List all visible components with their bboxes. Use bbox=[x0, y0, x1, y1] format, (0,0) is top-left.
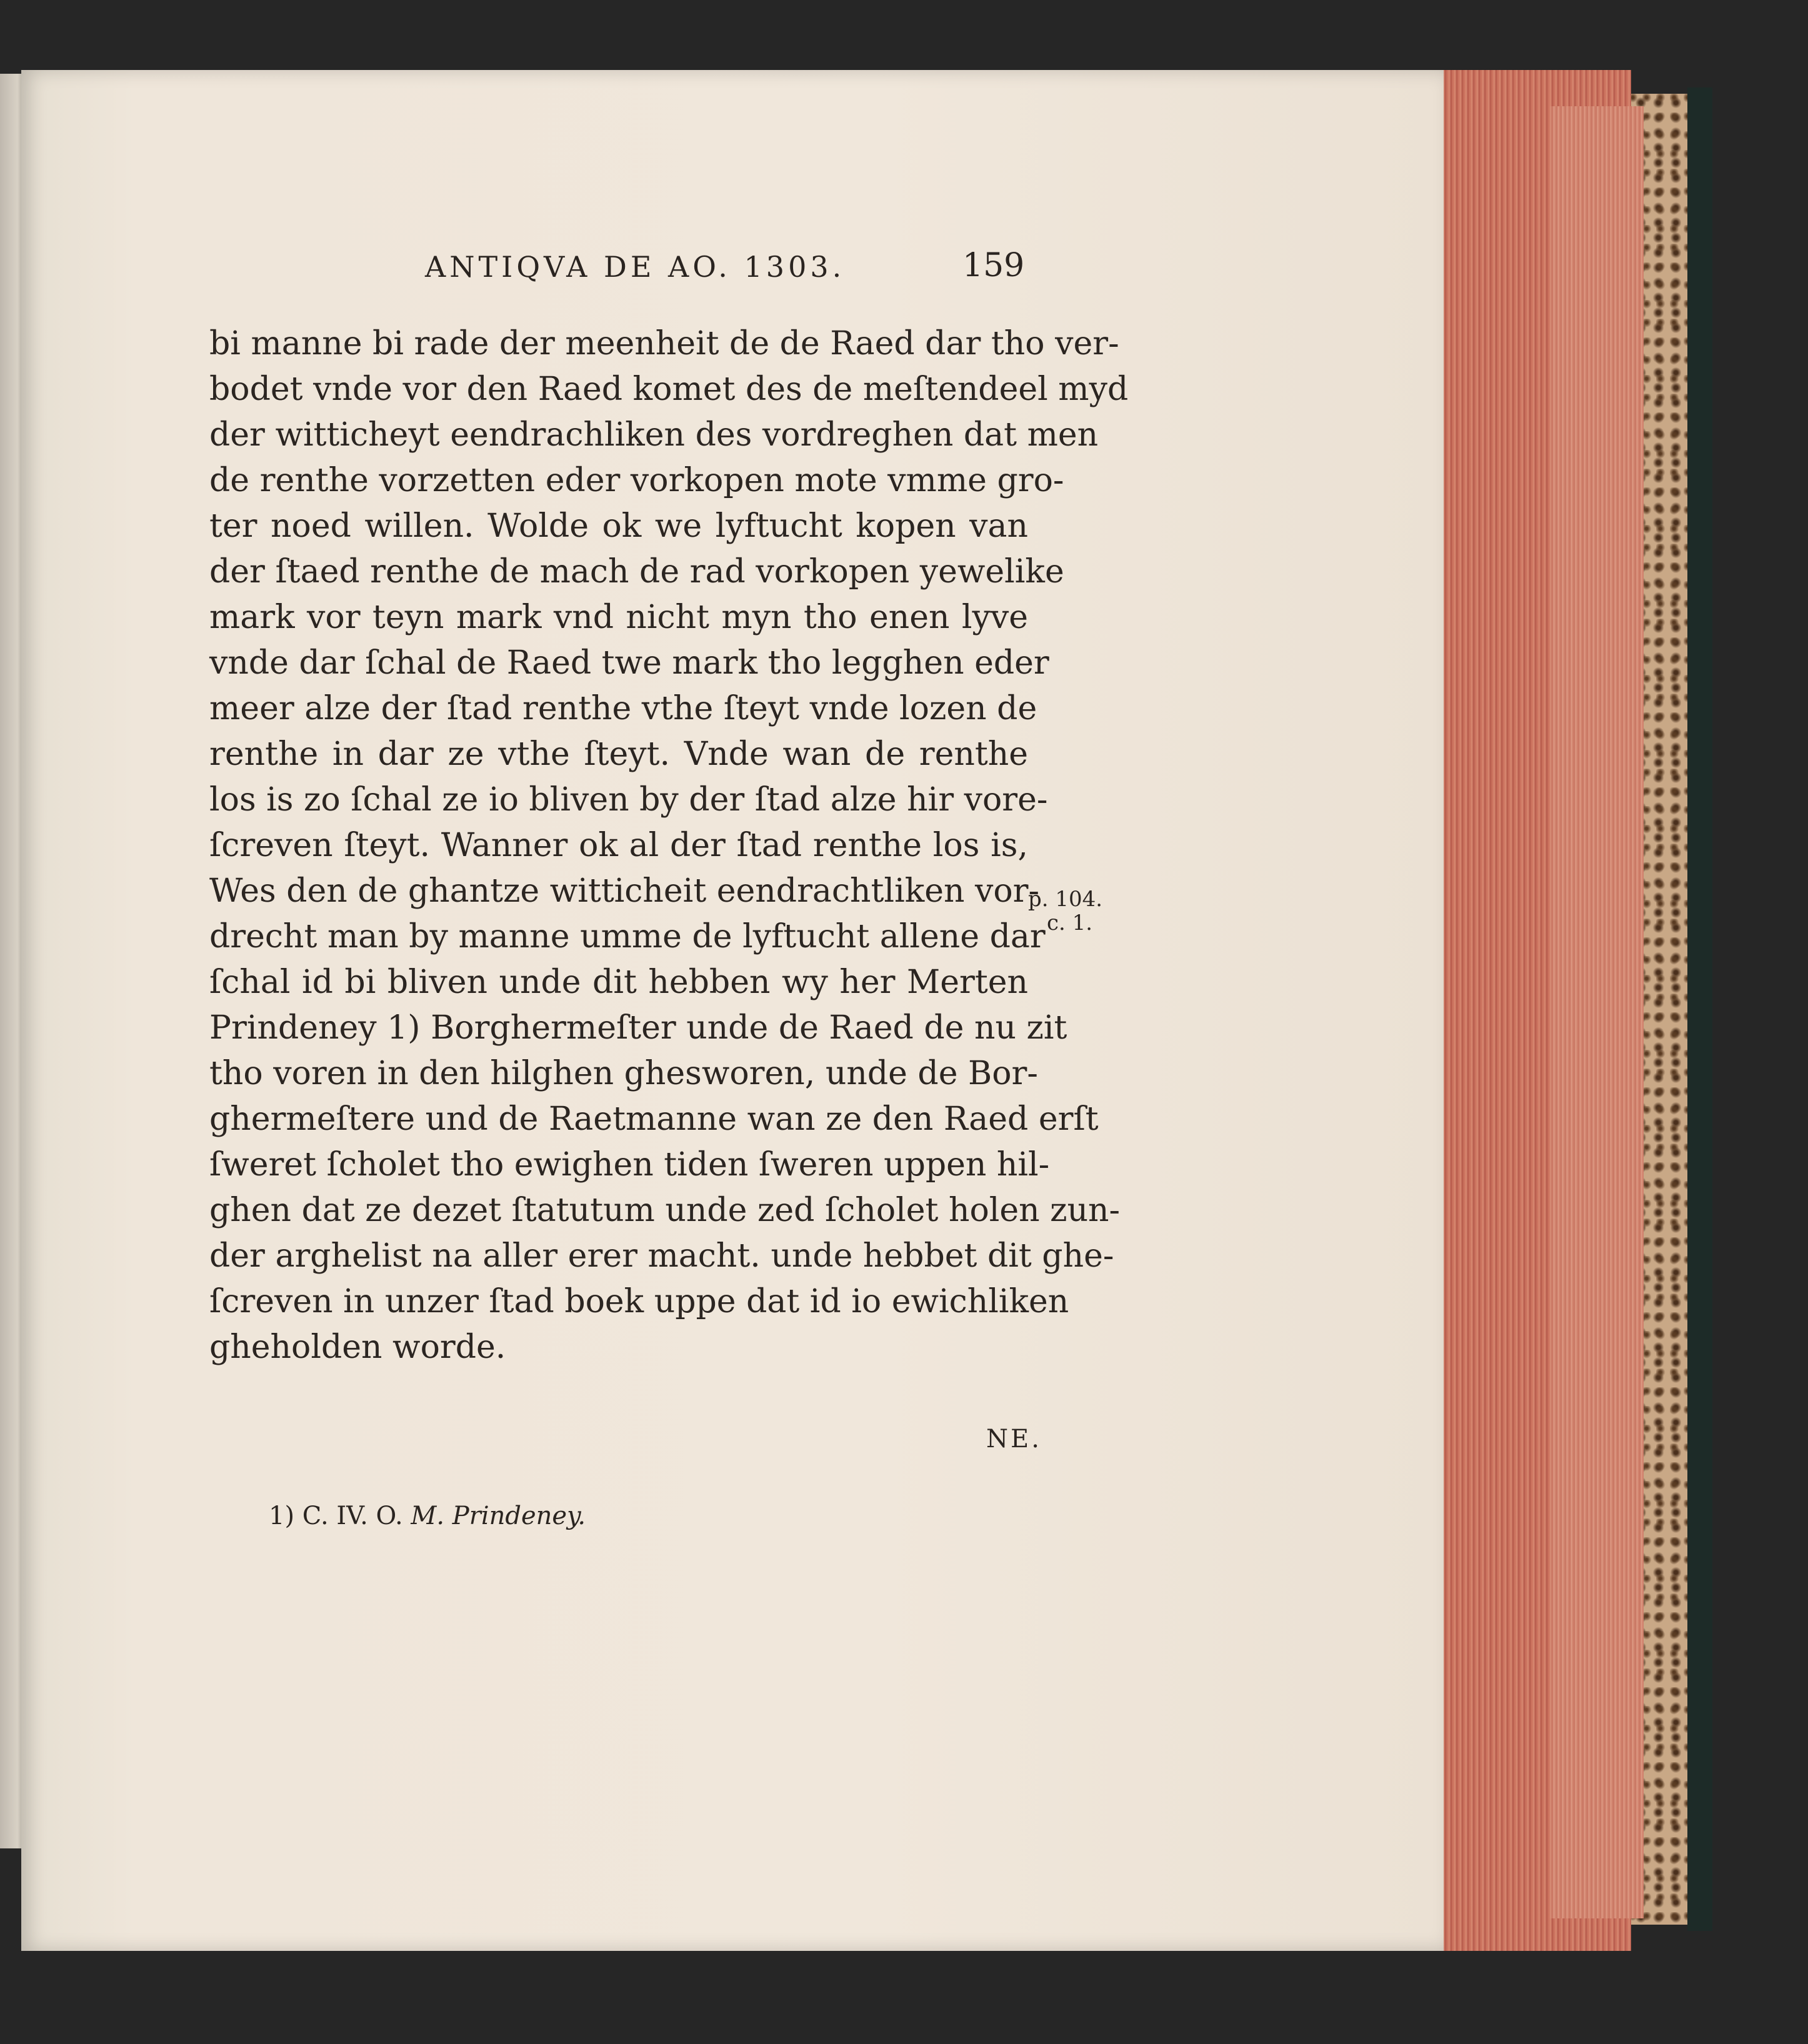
body-line: tho voren in den hilghen ghesworen, unde de Bor- bbox=[209, 1055, 1038, 1092]
body-line: renthe in dar ze vthe ſteyt. Vnde wan de renthe bbox=[209, 735, 1028, 773]
body-line: los is zo ſchal ze io bliven by der ſtad alze hir vore- bbox=[209, 781, 1048, 819]
body-line: ter noed willen. Wolde ok we lyftucht kopen van bbox=[209, 507, 1028, 545]
body-line: ghen dat ze dezet ſtatutum unde zed ſcholet holen zun- bbox=[209, 1192, 1121, 1229]
body-line: bi manne bi rade der meenheit de de Raed dar tho ver- bbox=[209, 325, 1119, 362]
body-line: der arghelist na aller erer macht. unde hebbet dit ghe- bbox=[209, 1237, 1114, 1275]
footnote-marker: 1) C. IV. O. bbox=[269, 1502, 403, 1530]
book-spine bbox=[1687, 87, 1712, 1931]
body-line: ſcreven ſteyt. Wanner ok al der ſtad renthe los is, bbox=[209, 827, 1028, 864]
body-line: mark vor teyn mark vnd nicht myn tho enen lyve bbox=[209, 599, 1028, 636]
body-line: de renthe vorzetten eder vorkopen mote vmme gro- bbox=[209, 462, 1064, 499]
footnote bbox=[269, 1502, 586, 1530]
margin-note bbox=[1028, 887, 1102, 935]
body-line: gheholden worde. bbox=[209, 1329, 506, 1366]
body-line: bodet vnde vor den Raed komet des de meſtendeel myd bbox=[209, 371, 1129, 408]
body-line: ſcreven in unzer ſtad boek uppe dat id io ewichliken bbox=[209, 1283, 1069, 1320]
page-edges-fore bbox=[1550, 106, 1644, 1918]
body-line: ſchal id bi bliven unde dit hebben wy her Merten bbox=[209, 964, 1028, 1001]
page-number: 159 bbox=[962, 247, 1025, 284]
body-line: Wes den de ghantze witticheit eendrachtliken vor- bbox=[209, 872, 1040, 910]
body-line: ſweret ſcholet tho ewighen tiden ſweren uppen hil- bbox=[209, 1146, 1050, 1184]
body-line: meer alze der ſtad renthe vthe ſteyt vnde lozen de bbox=[209, 690, 1037, 727]
margin-note-line: p. 104. bbox=[1028, 887, 1103, 912]
footnote-text: M. Prindeney. bbox=[411, 1502, 586, 1530]
margin-note-line: c. 1. bbox=[1047, 910, 1093, 935]
body-line: vnde dar ſchal de Raed twe mark tho legghen eder bbox=[209, 644, 1049, 682]
running-head: ANTIQVA DE AO. 1303. bbox=[425, 250, 846, 284]
body-line: Prindeney 1) Borghermeſter unde de Raed de nu zit bbox=[209, 1009, 1067, 1047]
body-line: der witticheyt eendrachliken des vordreghen dat men bbox=[209, 416, 1099, 454]
catchword: NE. bbox=[986, 1425, 1042, 1453]
body-line: ghermeſtere und de Raetmanne wan ze den Raed erſt bbox=[209, 1100, 1099, 1138]
body-line: der ſtaed renthe de mach de rad vorkopen yewelike bbox=[209, 553, 1064, 591]
body-line: drecht man by manne umme de lyftucht allene dar bbox=[209, 918, 1046, 955]
